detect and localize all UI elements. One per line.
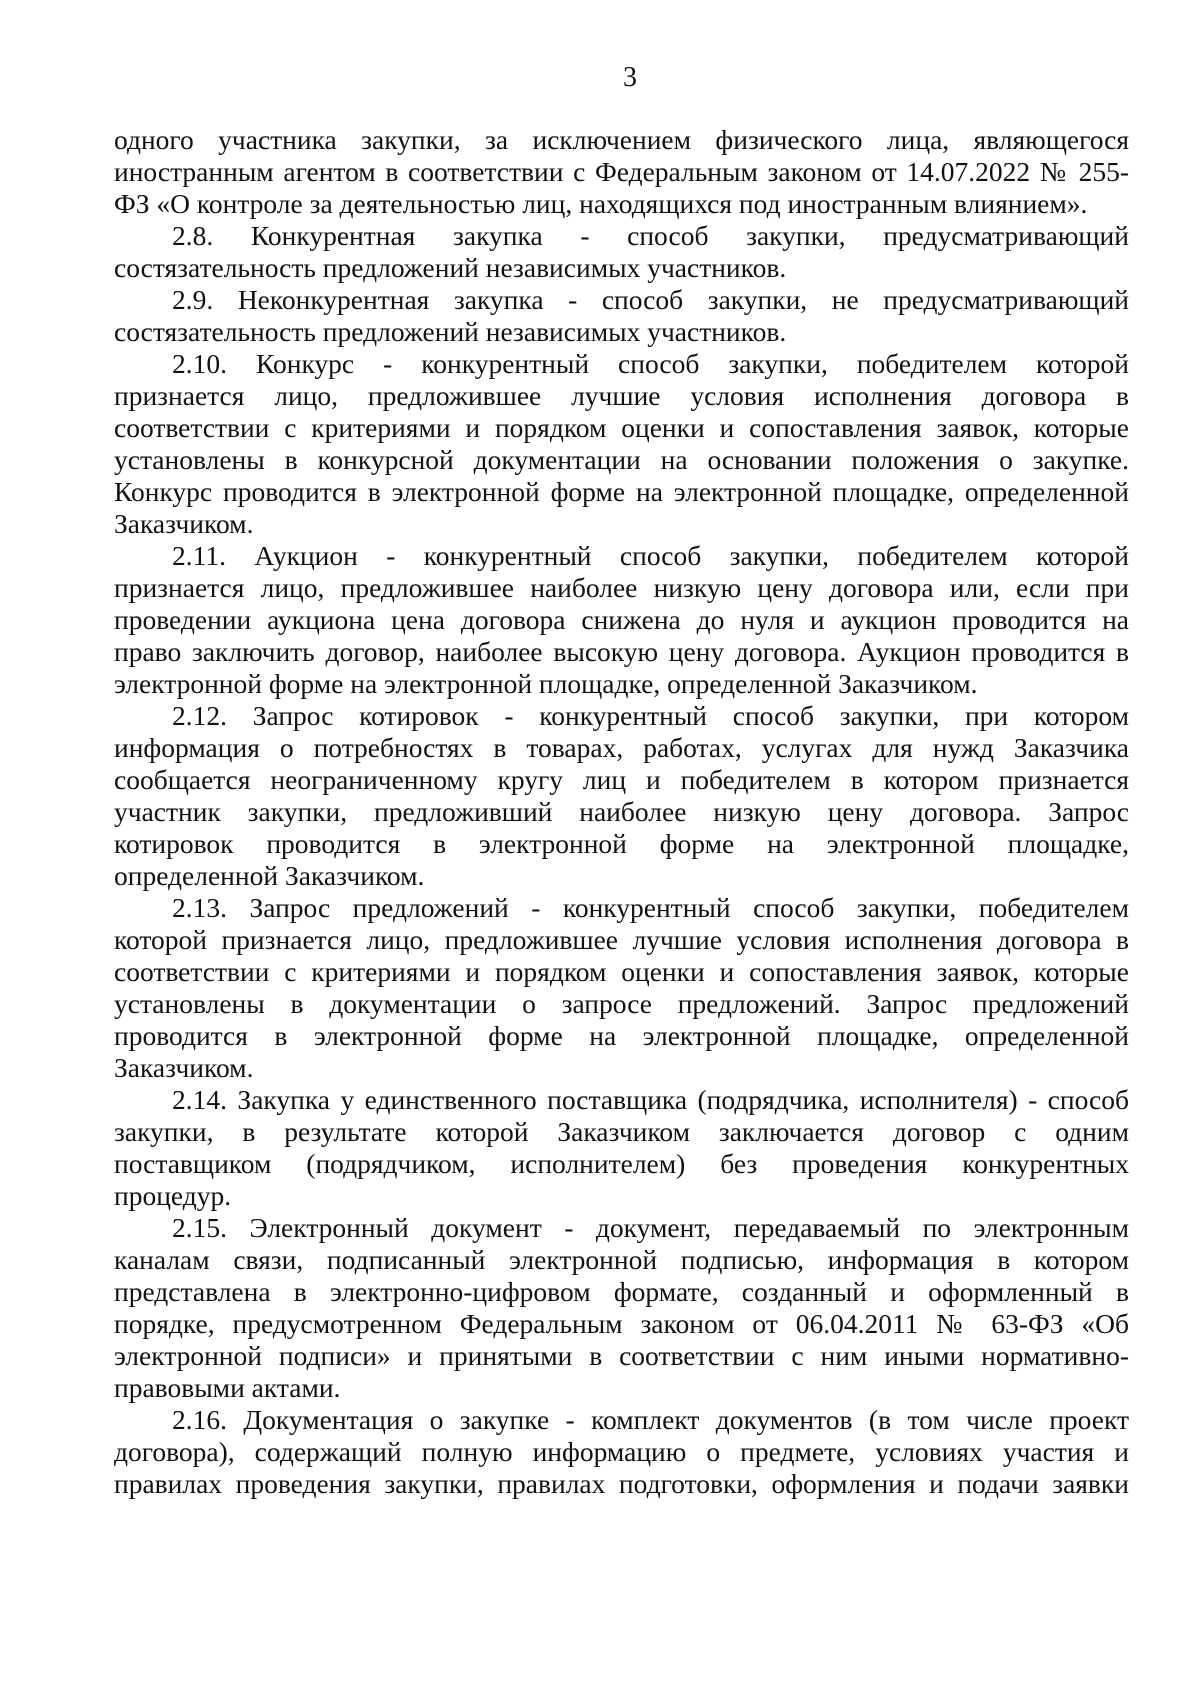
text-line: 2.15. Электронный документ - документ, передаваемый по электронным	[172, 1212, 1129, 1243]
text-line: 2.14. Закупка у единственного поставщика (подрядчика, исполнителя) - способ	[172, 1084, 1129, 1115]
text-line: которой признается лицо, предложившее лучшие условия исполнения договора в	[114, 924, 1129, 955]
text-line: 2.16. Документация о закупке - комплект документов (в том числе проект	[172, 1404, 1129, 1435]
text-line: электронной форме на электронной площадке, определенной Заказчиком.	[114, 668, 978, 699]
text-line: ФЗ «О контроле за деятельностью лиц, находящихся под иностранным влиянием».	[114, 188, 1088, 219]
text-line: сообщается неограниченному кругу лиц и победителем в котором признается	[114, 764, 1129, 795]
text-line: правовыми актами.	[114, 1372, 341, 1403]
text-line: договора), содержащий полную информацию о предмете, условиях участия и	[114, 1436, 1129, 1467]
text-line: представлена в электронно-цифровом формате, созданный и оформленный в	[114, 1276, 1129, 1307]
text-line: состязательность предложений независимых участников.	[114, 316, 787, 347]
page-number: 3	[623, 62, 637, 93]
text-line: иностранным агентом в соответствии с Федеральным законом от 14.07.2022 № 255-	[114, 156, 1129, 187]
text-line: участник закупки, предложивший наиболее низкую цену договора. Запрос	[114, 796, 1129, 827]
text-line: проводится в электронной форме на электронной площадке, определенной	[114, 1020, 1129, 1051]
text-line: поставщиком (подрядчиком, исполнителем) без проведения конкурентных	[114, 1148, 1129, 1179]
text-line: признается лицо, предложившее наиболее низкую цену договора или, если при	[114, 572, 1129, 603]
text-line: информация о потребностях в товарах, работах, услугах для нужд Заказчика	[114, 732, 1129, 763]
text-line: 2.8. Конкурентная закупка - способ закупки, предусматривающий	[172, 220, 1129, 251]
text-line: Заказчиком.	[114, 1052, 254, 1083]
text-line: каналам связи, подписанный электронной подписью, информация в котором	[114, 1244, 1129, 1275]
text-line: 2.13. Запрос предложений - конкурентный способ закупки, победителем	[172, 892, 1129, 923]
text-line: соответствии с критериями и порядком оценки и сопоставления заявок, которые	[114, 412, 1129, 443]
text-line: Конкурс проводится в электронной форме на электронной площадке, определенной	[114, 476, 1129, 507]
text-line: определенной Заказчиком.	[114, 860, 425, 891]
text-line: процедур.	[114, 1180, 232, 1211]
text-line: соответствии с критериями и порядком оценки и сопоставления заявок, которые	[114, 956, 1129, 987]
text-line: 2.12. Запрос котировок - конкурентный способ закупки, при котором	[172, 700, 1129, 731]
text-line: 2.10. Конкурс - конкурентный способ закупки, победителем которой	[172, 348, 1129, 379]
text-line: электронной подписи» и принятыми в соответствии с ним иными нормативно-	[114, 1340, 1129, 1371]
text-line: право заключить договор, наиболее высокую цену договора. Аукцион проводится в	[114, 636, 1129, 667]
text-line: 2.11. Аукцион - конкурентный способ закупки, победителем которой	[172, 540, 1129, 571]
text-line: закупки, в результате которой Заказчиком заключается договор с одним	[114, 1116, 1129, 1147]
text-line: котировок проводится в электронной форме на электронной площадке,	[114, 828, 1129, 859]
document-body	[114, 124, 1129, 1500]
text-line: установлены в конкурсной документации на основании положения о закупке.	[114, 444, 1129, 475]
text-line: правилах проведения закупки, правилах подготовки, оформления и подачи заявки	[114, 1468, 1129, 1499]
text-line: состязательность предложений независимых участников.	[114, 252, 787, 283]
text-line: 2.9. Неконкурентная закупка - способ закупки, не предусматривающий	[172, 284, 1129, 315]
text-line: одного участника закупки, за исключением физического лица, являющегося	[114, 124, 1129, 155]
text-line: признается лицо, предложившее лучшие условия исполнения договора в	[114, 380, 1129, 411]
text-line: проведении аукциона цена договора снижена до нуля и аукцион проводится на	[114, 604, 1129, 635]
text-line: порядке, предусмотренном Федеральным законом от 06.04.2011 № 63-ФЗ «Об	[114, 1308, 1129, 1339]
text-line: Заказчиком.	[114, 508, 254, 539]
text-line: установлены в документации о запросе предложений. Запрос предложений	[114, 988, 1129, 1019]
